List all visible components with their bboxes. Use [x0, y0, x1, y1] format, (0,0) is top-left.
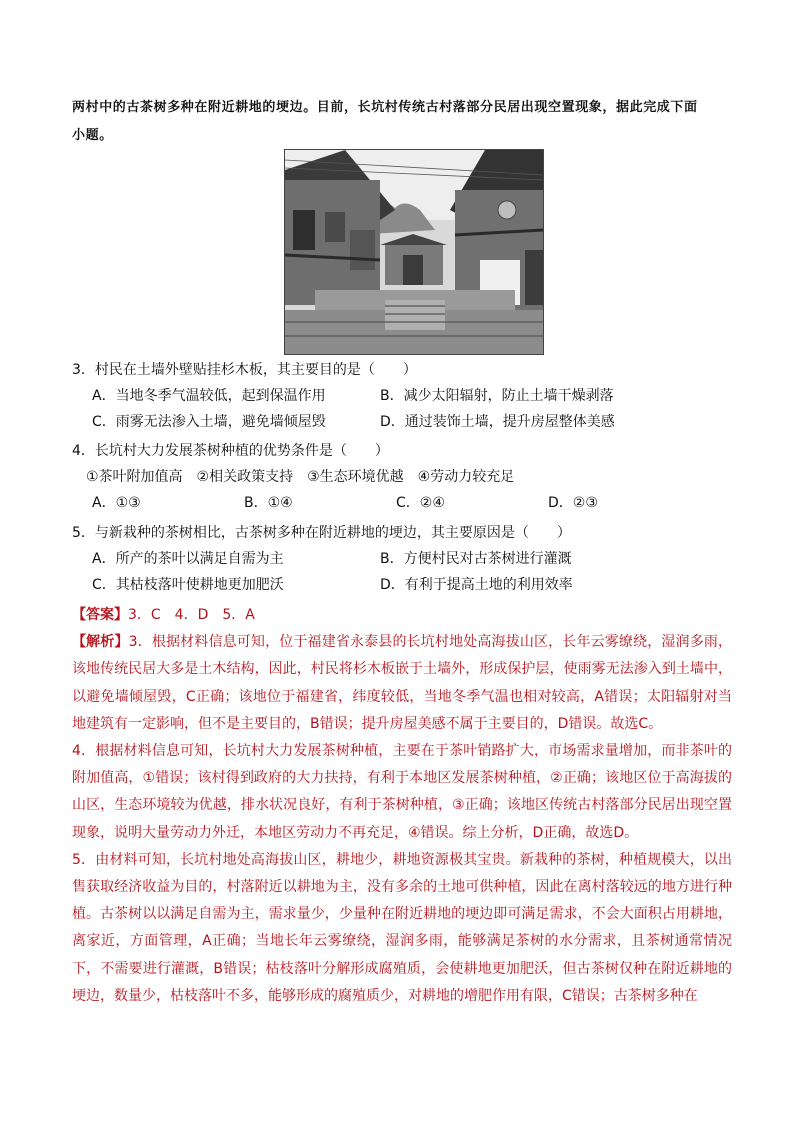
q4-option-a: A．①③ — [92, 495, 141, 511]
q4-option-d: D．②③ — [548, 495, 598, 511]
answer-line — [72, 602, 732, 629]
q4-option-b: B．①④ — [244, 495, 293, 511]
question-3-options — [72, 383, 732, 435]
q4-option-c: C．②④ — [396, 495, 445, 511]
question-4-statements: ①茶叶附加值高 ②相关政策支持 ③生态环境优越 ④劳动力较充足 — [86, 469, 515, 485]
q5-option-d: D．有利于提高土地的利用效率 — [380, 577, 573, 593]
question-5-stem: 5．与新栽种的茶树相比，古茶树多种在附近耕地的埂边，其主要原因是（ ） — [72, 525, 571, 541]
question-3-stem: 3．村民在土墙外壁贴挂杉木板，其主要目的是（ ） — [72, 362, 417, 378]
q3-option-a: A．当地冬季气温较低，起到保温作用 — [92, 388, 326, 404]
answer-text: 3．C 4．D 5．A — [128, 607, 255, 623]
analysis-tag: 【解析】 — [72, 634, 129, 651]
question-4 — [72, 438, 732, 516]
question-4-stem: 4．长坑村大力发展茶树种植的优势条件是（ ） — [72, 443, 389, 459]
analysis-3-text: 3．根据材料信息可知，位于福建省永泰县的长坑村地处高海拔山区，长年云雾缭绕，湿润多雨，该地传统民居大多是土木结构，因此，村民将杉木板嵌于土墙外，形成保护层，使雨雾无法渗入到土墙中，以避免墙倾屋毁，C正确；该地位于福建省，纬度较低，当地冬季气温也相对较高，A错误；太阳辐射对当地建筑有一定影响，但不是主要目的，B错误；提升房屋美感不属于主要目的，D错误。故选C。 — [72, 634, 733, 732]
question-3 — [72, 357, 732, 435]
q3-option-c: C．雨雾无法渗入土墙，避免墙倾屋毁 — [92, 414, 326, 430]
q5-option-b: B．方便村民对古茶树进行灌溉 — [380, 551, 572, 567]
question-5 — [72, 520, 732, 598]
q5-option-c: C．其枯枝落叶使耕地更加肥沃 — [92, 577, 284, 593]
answer-section — [72, 602, 732, 1010]
question-5-options — [72, 546, 732, 598]
analysis-paragraph-5: 5．由材料可知，长坑村地处高海拔山区，耕地少，耕地资源极其宝贵。新栽种的茶树，种植规模大，以出售获取经济收益为目的，村落附近以耕地为主，没有多余的土地可供种植，因此在离村落较远的地方进行种植。古茶树以以满足自需为主，需求量少，少量种在附近耕地的埂边即可满足需求，不会大面积占用耕地，离家近，方面管理，A正确；当地长年云雾缭绕，湿润多雨，能够满足茶树的水分需求，且茶树通常情况下，不需要进行灌溉，B错误；枯枝落叶分解形成腐殖质，会使耕地更加肥沃，但古茶树仅种在附近耕地的埂边，数量少，枯枝落叶不多，能够形成的腐殖质少，对耕地的增肥作用有限，C错误；古茶树多种在 — [72, 851, 732, 1004]
question-4-options — [72, 490, 732, 516]
q3-option-b: B．减少太阳辐射，防止土墙干燥剥落 — [380, 388, 614, 404]
village-photo — [284, 149, 544, 355]
intro-line-1: 两村中的古茶树多种在附近耕地的埂边。目前，长坑村传统古村落部分民居出现空置现象，据此完成下面 — [72, 100, 698, 115]
intro-line-2: 小题。 — [72, 128, 113, 143]
q3-option-d: D．通过装饰土墙，提升房屋整体美感 — [380, 414, 615, 430]
analysis-paragraph-3 — [72, 629, 732, 738]
q5-option-a: A．所产的茶叶以满足自需为主 — [92, 551, 284, 567]
answer-tag: 【答案】 — [72, 607, 128, 623]
intro-text — [72, 94, 732, 150]
analysis-paragraph-4: 4．根据材料信息可知，长坑村大力发展茶树种植，主要在于茶叶销路扩大，市场需求量增加，而非茶叶的附加值高，①错误；该村得到政府的大力扶持，有利于本地区发展茶树种植，②正确；该地区位于高海拔的山区，生态环境较为优越，排水状况良好，有利于茶树种植，③正确；该地区传统古村落部分民居出现空置现象，说明大量劳动力外迁，本地区劳动力不再充足，④错误。综上分析，D正确，故选D。 — [72, 743, 732, 841]
